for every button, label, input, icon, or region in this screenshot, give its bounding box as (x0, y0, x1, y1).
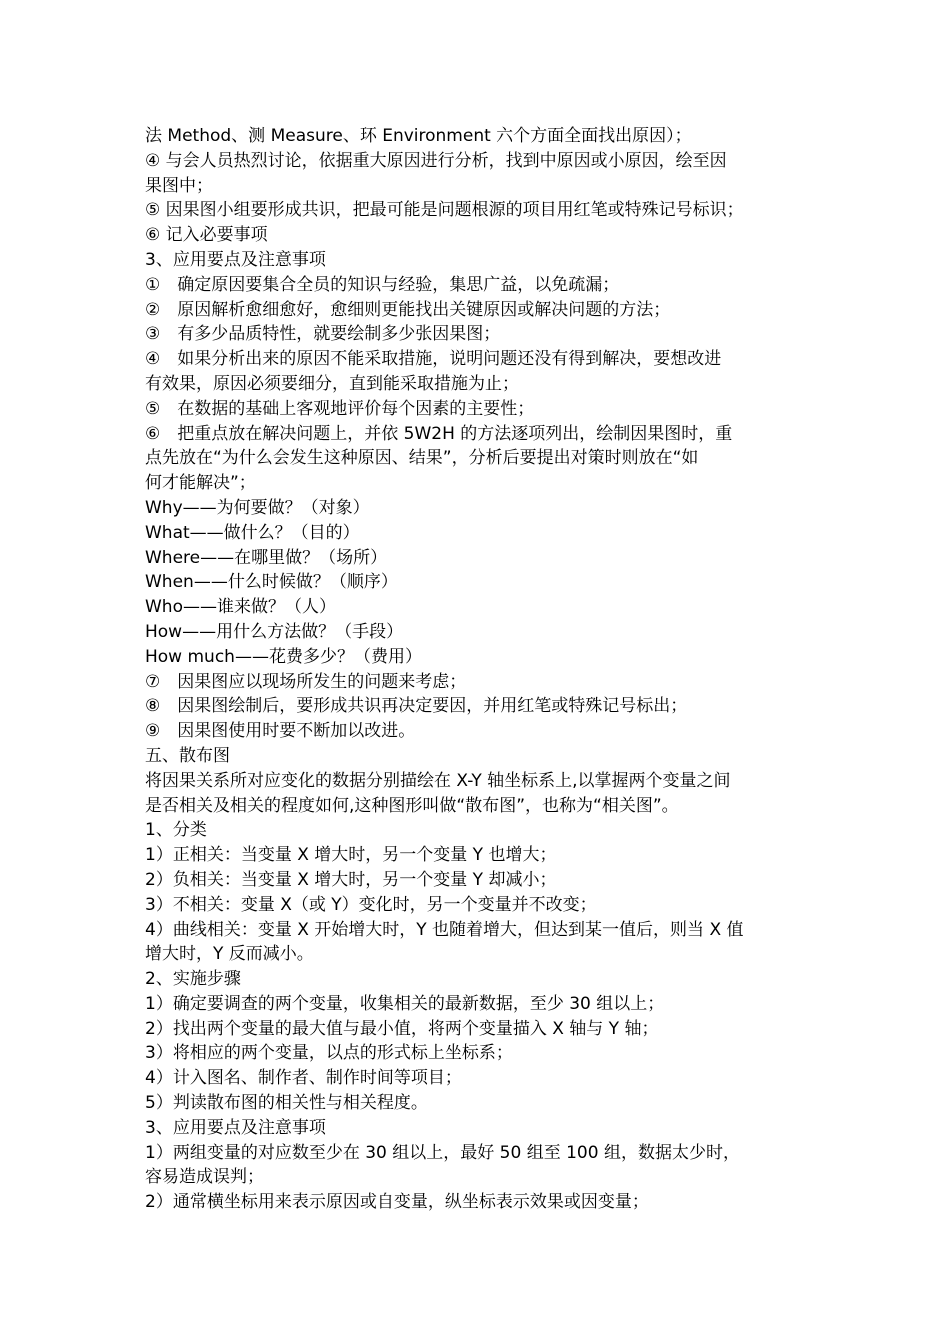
text-line: ⑧ 因果图绘制后，要形成共识再决定要因，并用红笔或特殊记号标出； (145, 696, 688, 717)
text-line: 2）负相关：当变量 X 增大时，另一个变量 Y 却减小； (145, 869, 557, 890)
text-line: ③ 有多少品质特性，就要绘制多少张因果图； (145, 324, 501, 345)
text-line: 果图中； (145, 175, 213, 196)
text-line: 有效果，原因必须要细分，直到能采取措施为止； (145, 373, 519, 394)
section-heading: 1、分类 (145, 820, 207, 841)
text-line: What——做什么？（目的） (145, 522, 360, 543)
text-line: ⑥ 记入必要事项 (145, 225, 268, 246)
text-line: 4）曲线相关：变量 X 开始增大时，Y 也随着增大，但达到某一值后，则当 X 值 (145, 919, 744, 940)
text-line: 5）判读散布图的相关性与相关程度。 (145, 1093, 428, 1114)
text-line: Why——为何要做？（对象） (145, 497, 370, 518)
text-line: 2）找出两个变量的最大值与最小值，将两个变量描入 X 轴与 Y 轴； (145, 1018, 659, 1039)
section-heading: 3、应用要点及注意事项 (145, 249, 326, 270)
text-line: ④ 与会人员热烈讨论，依据重大原因进行分析，找到中原因或小原因，绘至因 (145, 150, 727, 171)
text-line: 1）确定要调查的两个变量，收集相关的最新数据，至少 30 组以上； (145, 993, 665, 1014)
text-line: 1）正相关：当变量 X 增大时，另一个变量 Y 也增大； (145, 845, 557, 866)
text-line: ① 确定原因要集合全员的知识与经验，集思广益，以免疏漏； (145, 274, 620, 295)
text-line: ② 原因解析愈细愈好，愈细则更能找出关键原因或解决问题的方法； (145, 299, 671, 320)
text-line: ⑦ 因果图应以现场所发生的问题来考虑； (145, 671, 467, 692)
text-line: 何才能解决”； (145, 473, 256, 494)
text-line: ⑤ 在数据的基础上客观地评价每个因素的主要性； (145, 398, 535, 419)
document-page (145, 124, 815, 1215)
section-heading: 五、散布图 (145, 745, 230, 766)
text-line: When——什么时候做？（顺序） (145, 572, 398, 593)
section-heading: 3、应用要点及注意事项 (145, 1117, 326, 1138)
text-line: 是否相关及相关的程度如何,这种图形叫做“散布图”，也称为“相关图”。 (145, 795, 679, 816)
text-line: 1）两组变量的对应数至少在 30 组以上，最好 50 组至 100 组，数据太少时， (145, 1142, 740, 1163)
text-line: 3）不相关：变量 X（或 Y）变化时，另一个变量并不改变； (145, 894, 597, 915)
text-line: ⑨ 因果图使用时要不断加以改进。 (145, 721, 416, 742)
text-line: 2）通常横坐标用来表示原因或自变量，纵坐标表示效果或因变量； (145, 1192, 649, 1213)
text-line: Who——谁来做？（人） (145, 597, 336, 618)
text-line: 3）将相应的两个变量，以点的形式标上坐标系； (145, 1043, 513, 1064)
text-line: ⑤ 因果图小组要形成共识，把最可能是问题根源的项目用红笔或特殊记号标识； (145, 200, 744, 221)
text-line: Where——在哪里做？（场所） (145, 547, 388, 568)
text-line: ⑥ 把重点放在解决问题上，并依 5W2H 的方法逐项列出，绘制因果图时，重 (145, 423, 733, 444)
text-line: 点先放在“为什么会发生这种原因、结果”，分析后要提出对策时则放在“如 (145, 448, 699, 469)
text-line: 法 Method、测 Measure、环 Environment 六个方面全面找出原因）； (145, 126, 692, 146)
text-line: 将因果关系所对应变化的数据分别描绘在 X-Y 轴坐标系上,以掌握两个变量之间 (145, 770, 731, 791)
section-heading: 2、实施步骤 (145, 969, 241, 990)
text-line: 容易造成误判； (145, 1167, 264, 1188)
text-line: ④ 如果分析出来的原因不能采取措施，说明问题还没有得到解决，要想改进 (145, 349, 722, 370)
text-line: How much——花费多少？（费用） (145, 646, 422, 667)
text-line: How——用什么方法做？（手段） (145, 621, 404, 642)
text-line: 4）计入图名、制作者、制作时间等项目； (145, 1068, 462, 1089)
text-line: 增大时，Y 反而减小。 (145, 944, 314, 965)
